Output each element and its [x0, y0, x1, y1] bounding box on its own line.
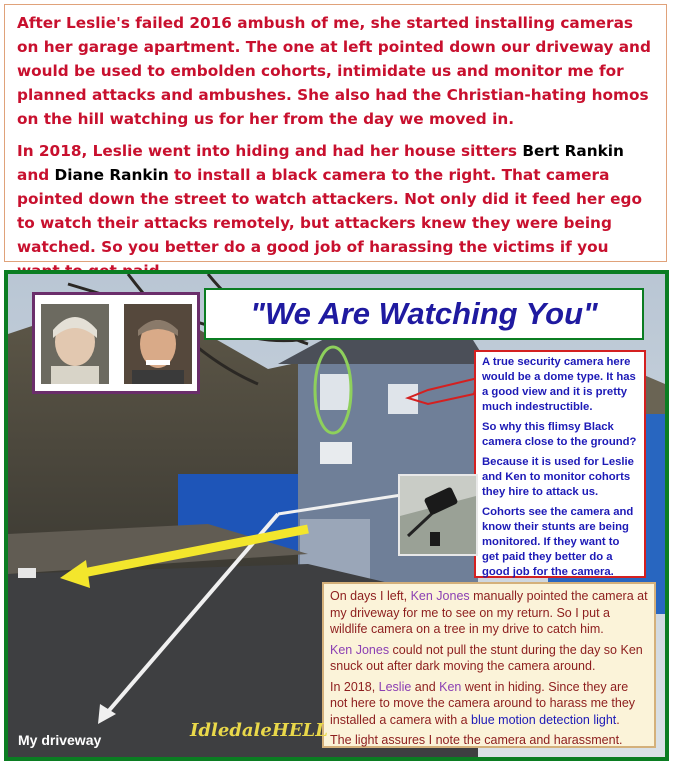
side-note-2: So why this flimsy Black camera close to the ground?	[482, 421, 637, 448]
portrait-woman	[41, 304, 109, 384]
note-text: In 2018,	[330, 679, 379, 694]
side-note-4: Cohorts see the camera and know their stunts are being monitored. If they want to get paid they better do a good job for the camera.	[482, 506, 634, 578]
intro-paragraph-2	[17, 139, 654, 283]
note-text: could not pull the stunt during the day so Ken snuck out after dark moving the camera around.	[330, 642, 643, 673]
note-paragraph-1	[330, 588, 648, 638]
note-paragraph-2	[330, 642, 648, 675]
portrait-man	[124, 304, 192, 384]
note-text: manually pointed the camera at my driveway for me to see on my return. So I put a wildlife camera on a tree in my drive to catch him.	[330, 589, 648, 636]
side-note-1: A true security camera here would be a dome type. It has a good view and it is pretty much indestructible.	[482, 356, 636, 413]
title-banner	[204, 288, 644, 340]
camera-explanation-box	[474, 350, 646, 578]
parked-car	[18, 568, 36, 578]
window	[320, 374, 350, 410]
camera-closeup-inset	[398, 474, 478, 556]
intro-paragraph-1: After Leslie's failed 2016 ambush of me, she started installing cameras on her garage apartment. The one at left pointed down our driveway and would be used to embolden cohorts, intimidate us and monitor me for planned attacks and ambushes. She also had the Christian-hating homos on the hill watching us for her from the day we moved in.	[17, 14, 651, 128]
name-ken: Ken	[439, 679, 462, 694]
blue-light-text: blue motion detection light	[471, 712, 617, 727]
house-photo-annotated	[4, 270, 669, 761]
name-diane-rankin: Diane Rankin	[54, 166, 169, 184]
intro-text-box	[4, 4, 667, 262]
driveway-label: My driveway	[18, 732, 102, 748]
note-paragraph-3	[330, 679, 648, 729]
intro-text: and	[17, 166, 55, 184]
watermark: IdledaleHELL	[190, 720, 328, 741]
name-ken-jones: Ken Jones	[410, 589, 470, 603]
name-leslie: Leslie	[378, 679, 412, 694]
note-text: went in hiding. Since they are not here to move the camera around to harass me they installed a camera with a	[330, 679, 636, 727]
name-bert-rankin: Bert Rankin	[522, 142, 624, 160]
note-paragraph-4: The light assures I note the camera and harassment.	[330, 733, 623, 747]
intro-text: In 2018, Leslie went into hiding and had her house sitters	[17, 142, 523, 160]
note-text: and	[411, 679, 440, 694]
side-note-3: Because it is used for Leslie and Ken to monitor cohorts they hire to attack us.	[482, 456, 634, 498]
portrait-photos	[32, 292, 200, 394]
note-text: On days I left,	[330, 589, 411, 603]
driveway-camera-note	[322, 582, 656, 748]
note-text: .	[616, 712, 620, 727]
title-text: "We Are Watching You"	[250, 296, 598, 331]
name-ken-jones: Ken Jones	[330, 642, 390, 657]
intro-text: to install a black camera to the right. That camera pointed down the street to watch attackers. Not only did it feed her ego to watch their attacks remotely, but attackers knew they were being watched. So you better do a good job of harassing the victims if you	[17, 166, 642, 256]
ac-unit	[320, 442, 352, 464]
